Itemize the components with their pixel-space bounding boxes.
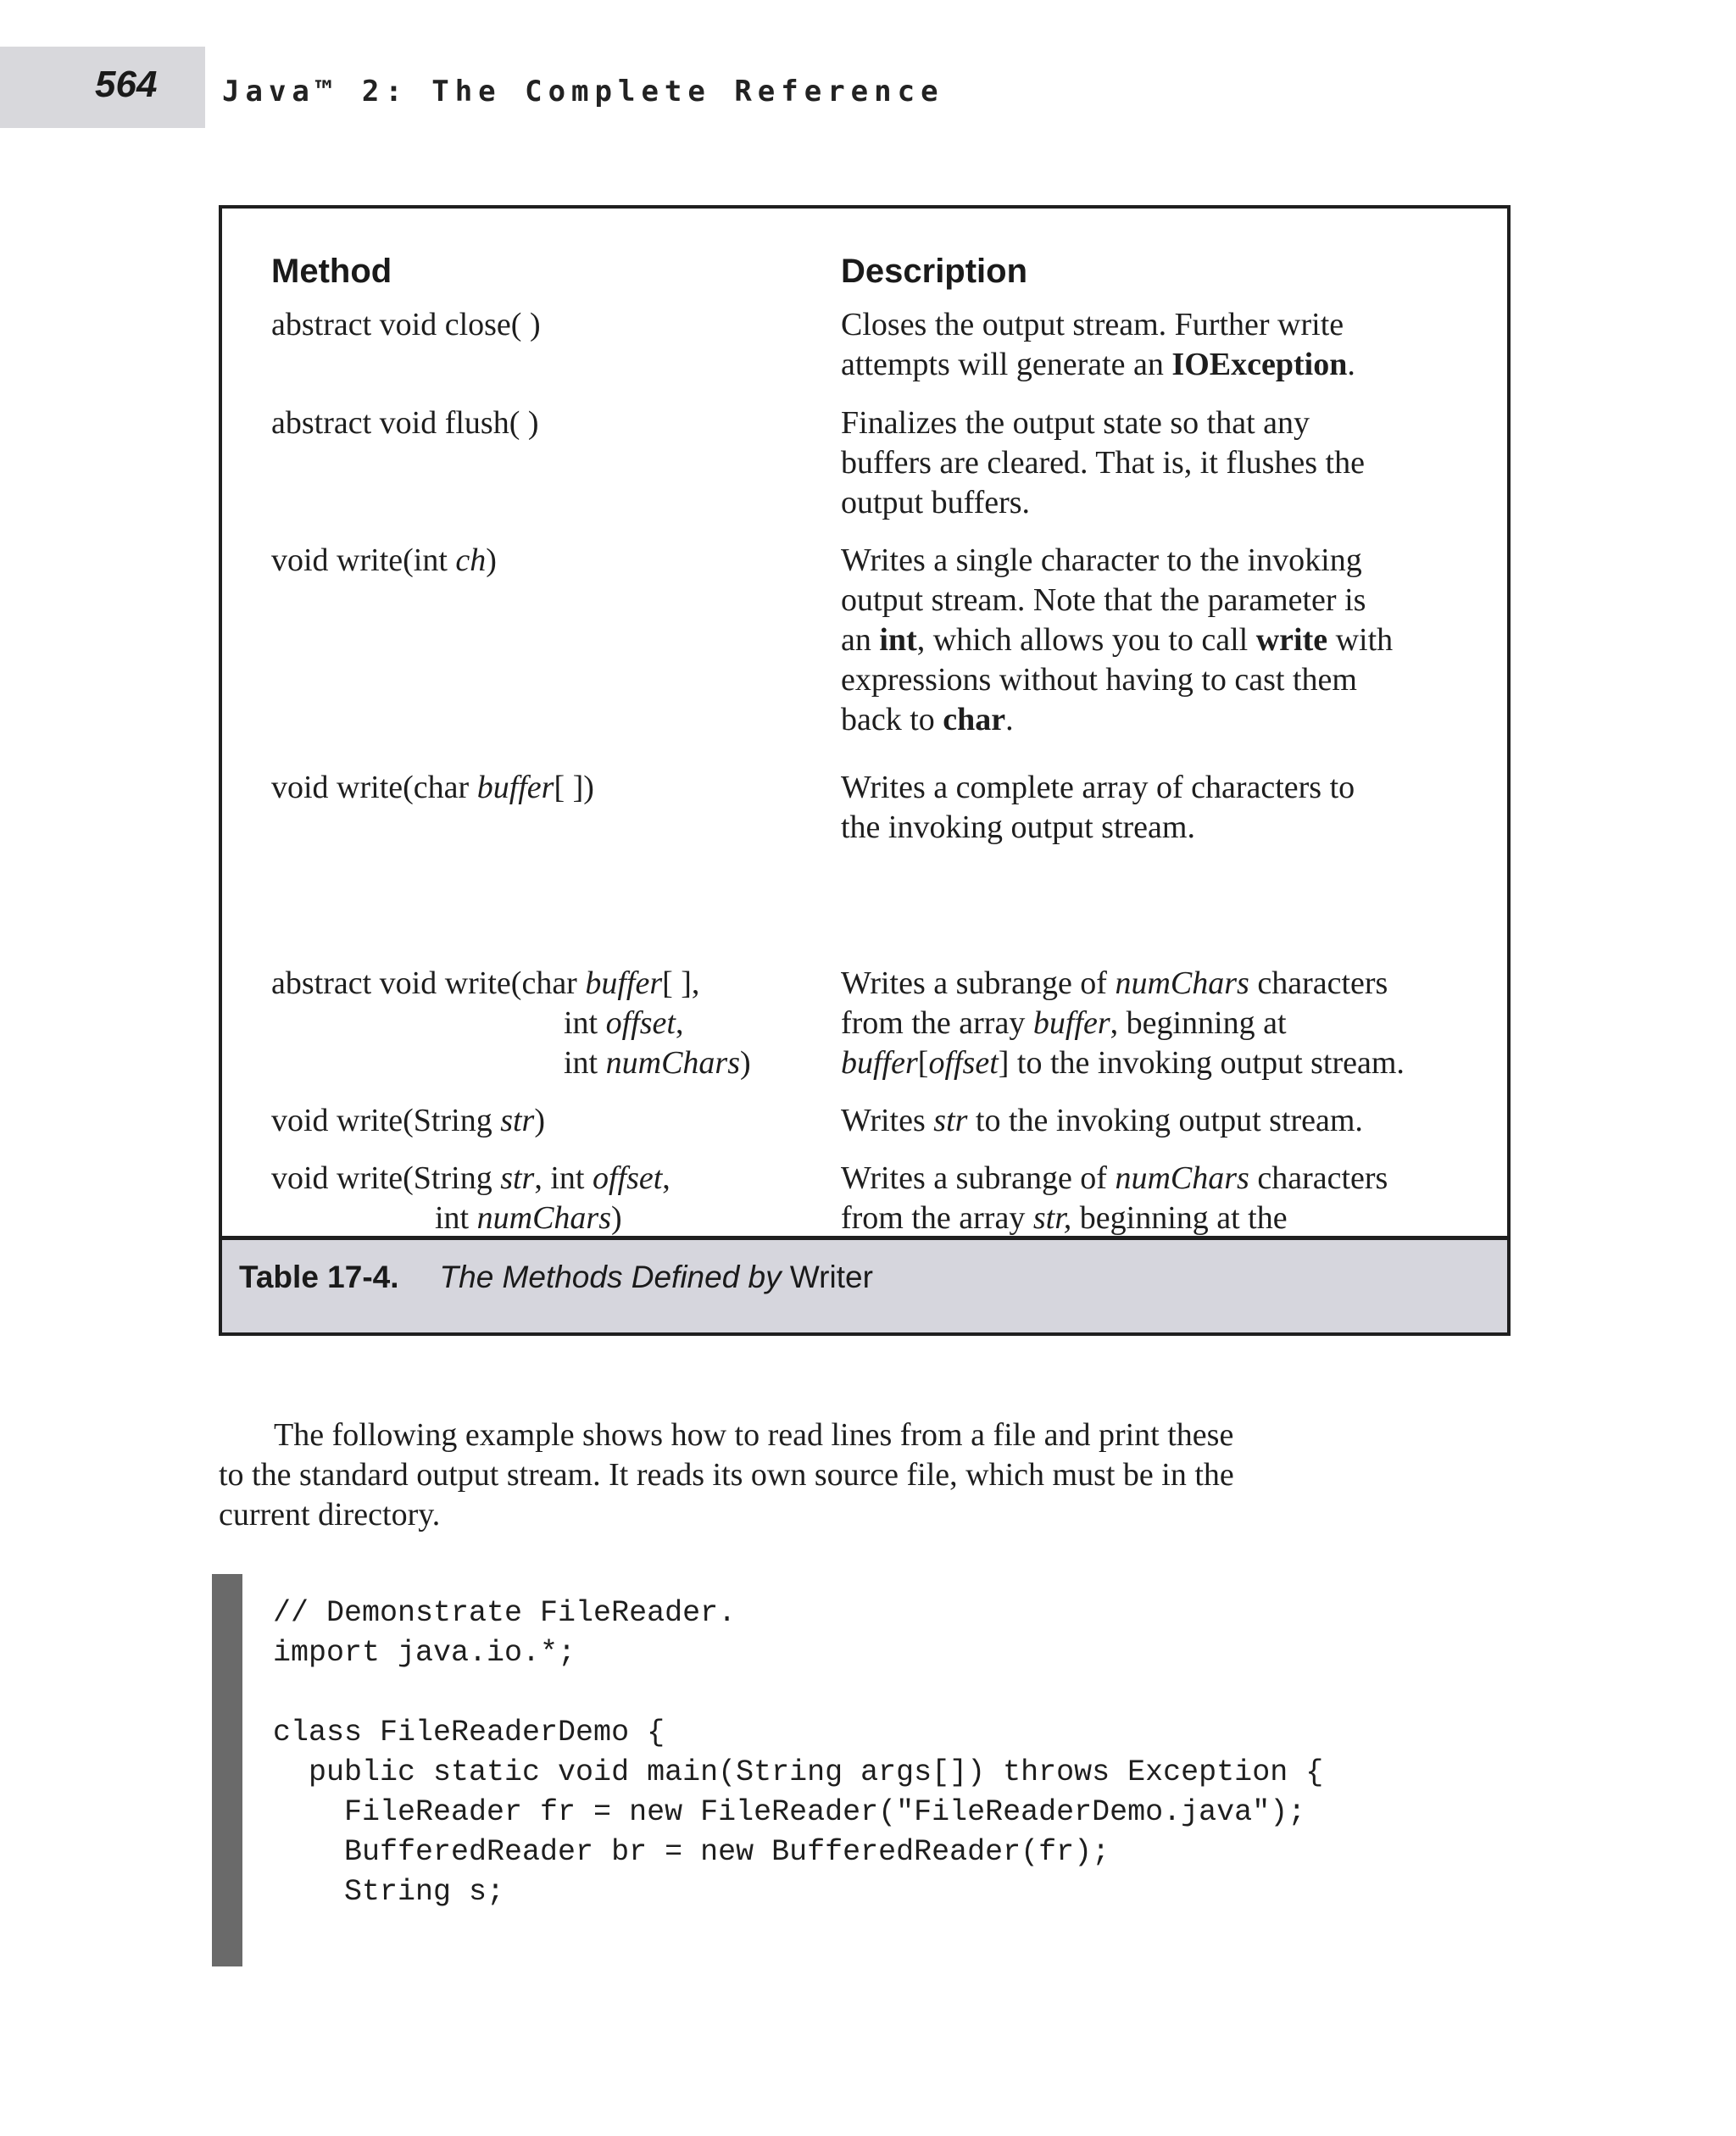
method-cell bbox=[271, 541, 497, 581]
method-cell bbox=[271, 768, 594, 808]
cell-line: back to char. bbox=[841, 702, 1014, 737]
cell-line: int offset, bbox=[564, 1005, 684, 1041]
cell-line: buffer[offset] to the invoking output stream. bbox=[841, 1045, 1405, 1081]
body-paragraph bbox=[219, 1416, 1422, 1535]
caption-class-name: Writer bbox=[781, 1260, 873, 1294]
cell-line: Writes a subrange of numChars characters bbox=[841, 1160, 1388, 1196]
paragraph-line: current directory. bbox=[219, 1497, 441, 1532]
code-line: public static void main(String args[]) throws Exception { bbox=[273, 1755, 1324, 1789]
description-cell bbox=[841, 541, 1393, 740]
code-line: BufferedReader br = new BufferedReader(fr); bbox=[273, 1835, 1110, 1869]
code-line: // Demonstrate FileReader. bbox=[273, 1596, 737, 1630]
method-cell bbox=[271, 964, 751, 1083]
cell-line: output stream. Note that the parameter is bbox=[841, 582, 1366, 618]
description-cell bbox=[841, 964, 1405, 1083]
cell-line: from the array str, beginning at the bbox=[841, 1200, 1288, 1236]
cell-line: abstract void flush( ) bbox=[271, 405, 539, 441]
paragraph-line: The following example shows how to read lines from a file and print these bbox=[274, 1417, 1234, 1453]
cell-line: int numChars) bbox=[435, 1200, 622, 1236]
cell-line: Closes the output stream. Further write bbox=[841, 307, 1344, 342]
running-title: Java™ 2: The Complete Reference bbox=[222, 75, 944, 108]
cell-line: output buffers. bbox=[841, 485, 1031, 520]
cell-line: Writes a complete array of characters to bbox=[841, 770, 1355, 805]
table-caption bbox=[239, 1260, 873, 1295]
cell-line: abstract void write(char buffer[ ], bbox=[271, 965, 700, 1001]
code-line: FileReader fr = new FileReader("FileReaderDemo.java"); bbox=[273, 1795, 1306, 1829]
cell-line: an int, which allows you to call write with bbox=[841, 622, 1394, 658]
code-listing-bar bbox=[212, 1574, 242, 1966]
code-line: class FileReaderDemo { bbox=[273, 1716, 665, 1749]
description-cell bbox=[841, 1101, 1363, 1141]
code-line: import java.io.*; bbox=[273, 1636, 576, 1670]
method-cell bbox=[271, 1159, 670, 1238]
cell-line: from the array buffer, beginning at bbox=[841, 1005, 1287, 1041]
paragraph-line: to the standard output stream. It reads its own source file, which must be in the bbox=[219, 1457, 1234, 1493]
method-cell bbox=[271, 403, 539, 443]
cell-line: attempts will generate an IOException. bbox=[841, 347, 1355, 382]
cell-line: int numChars) bbox=[564, 1045, 751, 1081]
caption-italic-text: The Methods Defined by bbox=[439, 1260, 782, 1294]
cell-line: Writes str to the invoking output stream. bbox=[841, 1103, 1363, 1138]
code-listing bbox=[273, 1594, 1323, 1912]
method-cell bbox=[271, 305, 541, 345]
cell-line: buffers are cleared. That is, it flushes the bbox=[841, 445, 1365, 481]
cell-line: Finalizes the output state so that any bbox=[841, 405, 1310, 441]
description-cell bbox=[841, 403, 1365, 523]
cell-line: Writes a subrange of numChars characters bbox=[841, 965, 1388, 1001]
cell-line: void write(int ch) bbox=[271, 542, 497, 578]
code-line bbox=[273, 1673, 1323, 1713]
cell-line: the invoking output stream. bbox=[841, 809, 1195, 845]
cell-line: abstract void close( ) bbox=[271, 307, 541, 342]
cell-line: void write(String str, int offset, bbox=[271, 1160, 670, 1196]
cell-line: expressions without having to cast them bbox=[841, 662, 1357, 698]
cell-line: void write(String str) bbox=[271, 1103, 545, 1138]
cell-line: void write(char buffer[ ]) bbox=[271, 770, 594, 805]
method-cell bbox=[271, 1101, 545, 1141]
page-number: 564 bbox=[95, 64, 158, 105]
description-cell bbox=[841, 768, 1355, 848]
cell-line: Writes a single character to the invoking bbox=[841, 542, 1362, 578]
caption-label: Table 17-4. bbox=[239, 1260, 399, 1294]
column-header-method: Method bbox=[271, 253, 392, 290]
methods-table bbox=[219, 205, 1511, 1336]
description-cell bbox=[841, 305, 1355, 385]
code-line: String s; bbox=[273, 1875, 505, 1909]
column-header-description: Description bbox=[841, 253, 1028, 290]
